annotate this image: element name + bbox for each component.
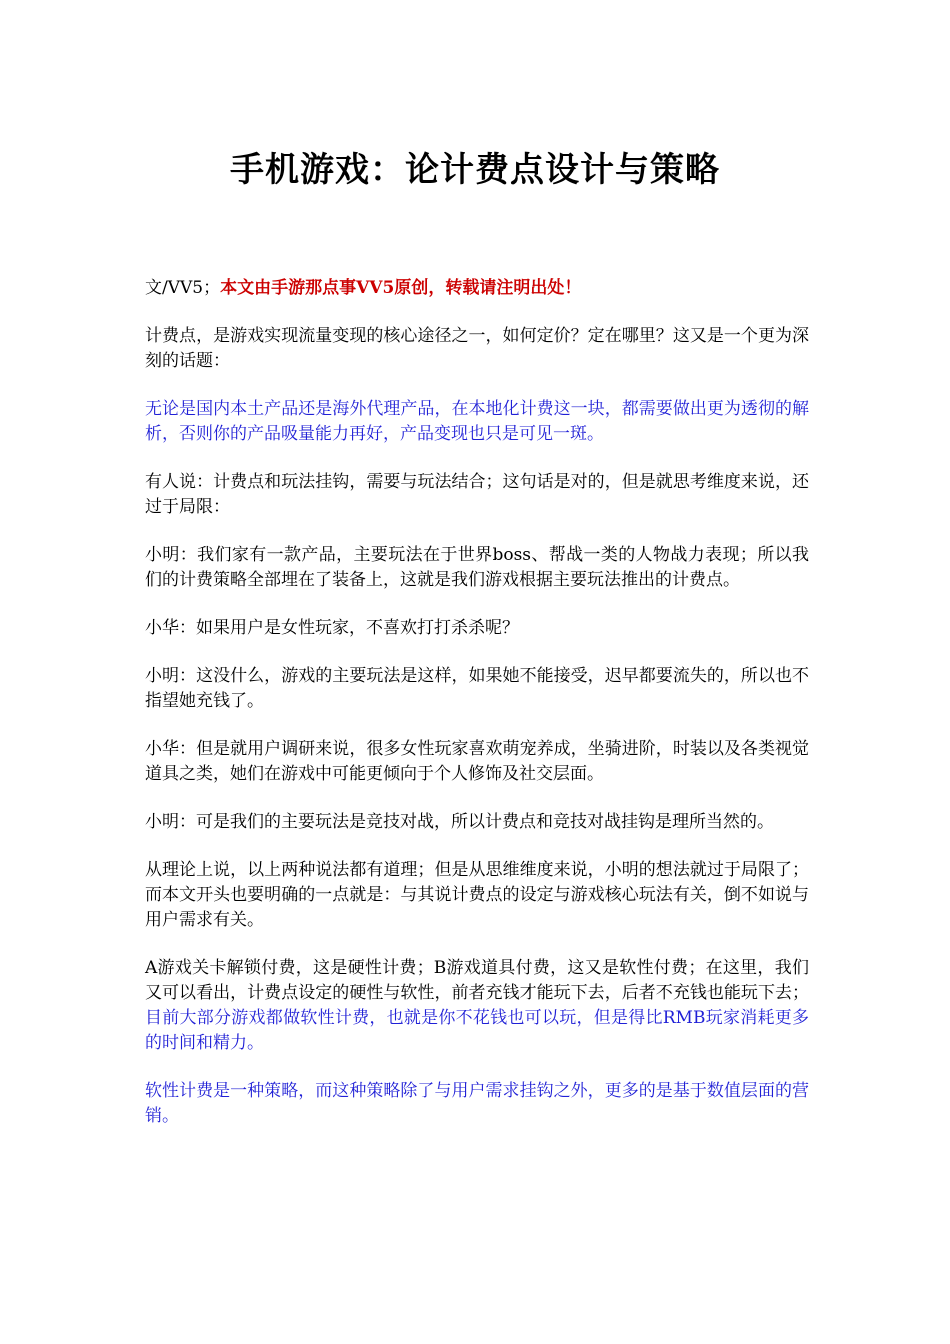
article-body bbox=[145, 276, 809, 1152]
paragraph-xiaoming-2: 小明：这没什么，游戏的主要玩法是这样，如果她不能接受，迟早都要流失的，所以也不指望她充钱了。 bbox=[145, 666, 809, 711]
document-title: 手机游戏：论计费点设计与策略 bbox=[230, 150, 720, 190]
paragraph-hard-soft-billing bbox=[145, 956, 809, 1056]
paragraph-opinion: 有人说：计费点和玩法挂钩，需要与玩法结合；这句话是对的，但是就思考维度来说，还过于局限： bbox=[145, 472, 809, 517]
paragraph-xiaohua-2: 小华：但是就用户调研来说，很多女性玩家喜欢萌宠养成，坐骑进阶，时装以及各类视觉道具之类，她们在游戏中可能更倾向于个人修饰及社交层面。 bbox=[145, 739, 809, 784]
paragraph-soft-billing-strategy: 软性计费是一种策略，而这种策略除了与用户需求挂钩之外，更多的是基于数值层面的营销。 bbox=[145, 1081, 809, 1126]
byline bbox=[145, 276, 809, 301]
paragraph-xiaoming-3: 小明：可是我们的主要玩法是竞技对战，所以计费点和竞技对战挂钩是理所当然的。 bbox=[145, 812, 774, 832]
paragraph-analysis: 从理论上说，以上两种说法都有道理；但是从思维维度来说，小明的想法就过于局限了；而本文开头也要明确的一点就是：与其说计费点的设定与游戏核心玩法有关，倒不如说与用户需求有关。 bbox=[145, 860, 809, 930]
paragraph-soft-billing-highlight: 目前大部分游戏都做软性计费，也就是你不花钱也可以玩，但是得比RMB玩家消耗更多的时间和精力。 bbox=[145, 1008, 809, 1053]
paragraph-hard-soft-text: A游戏关卡解锁付费，这是硬性计费；B游戏道具付费，这又是软性付费；在这里，我们又可以看出，计费点设定的硬性与软性，前者充钱才能玩下去，后者不充钱也能玩下去； bbox=[145, 958, 809, 1003]
paragraph-xiaoming-1: 小明：我们家有一款产品，主要玩法在于世界boss、帮战一类的人物战力表现；所以我们的计费策略全部埋在了装备上，这就是我们游戏根据主要玩法推出的计费点。 bbox=[145, 545, 809, 590]
byline-author: 文/VV5； bbox=[145, 278, 221, 298]
copyright-notice: 本文由手游那点事VV5原创，转载请注明出处！ bbox=[220, 278, 582, 298]
paragraph-xiaohua-1: 小华：如果用户是女性玩家，不喜欢打打杀杀呢？ bbox=[145, 618, 519, 638]
paragraph-highlight-localization: 无论是国内本土产品还是海外代理产品，在本地化计费这一块，都需要做出更为透彻的解析，否则你的产品吸量能力再好，产品变现也只是可见一斑。 bbox=[145, 399, 809, 444]
paragraph-intro: 计费点，是游戏实现流量变现的核心途径之一，如何定价？定在哪里？这又是一个更为深刻的话题： bbox=[145, 326, 809, 371]
